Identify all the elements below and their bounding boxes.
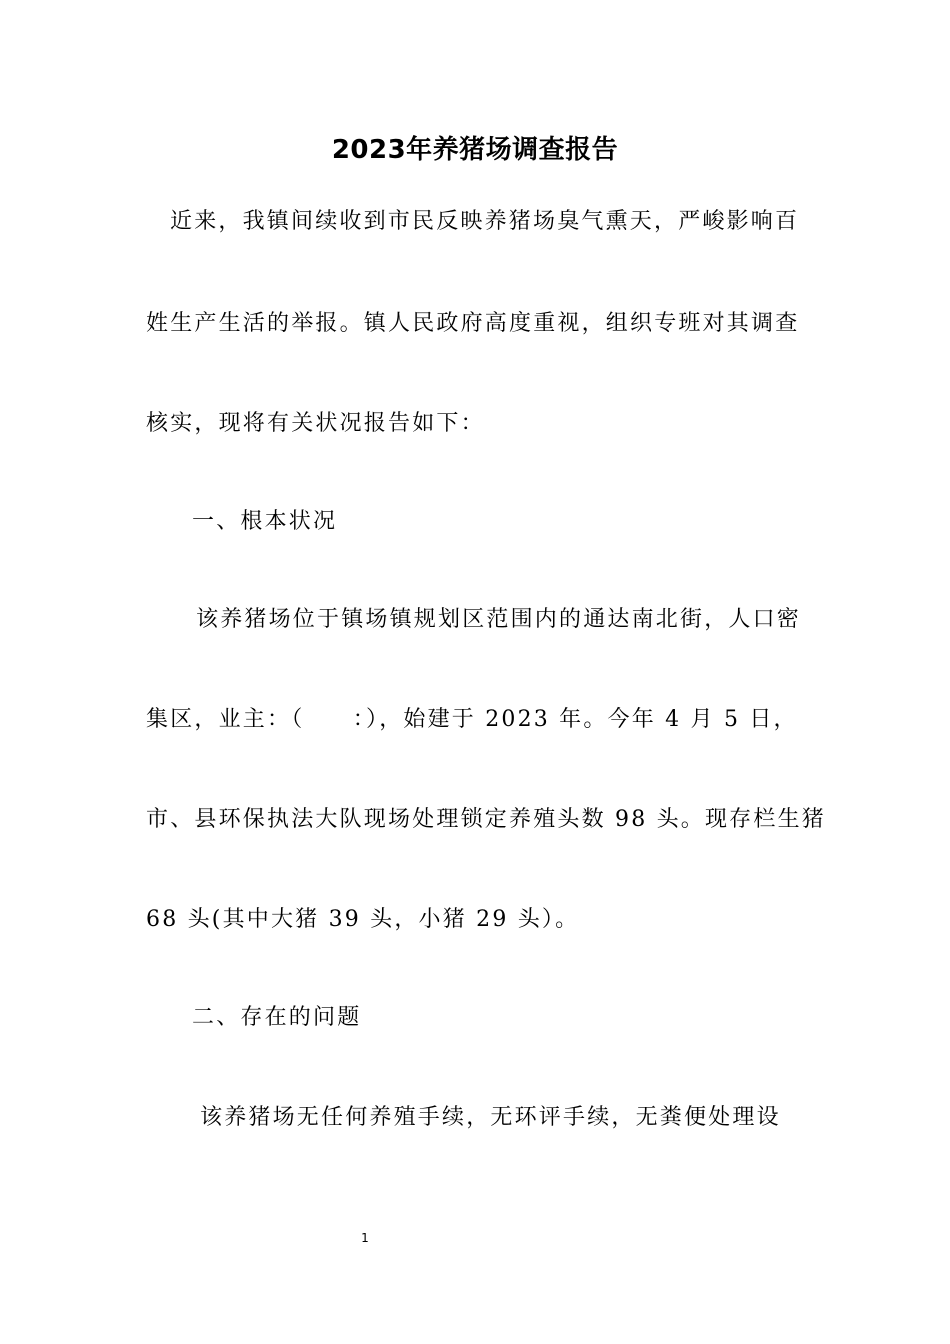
paragraph-line: 68 头(其中大猪 39 头，小猪 29 头）。 bbox=[146, 907, 580, 932]
paragraph-line: 集区，业主：（ ：），始建于 2023 年。今年 4 月 5 日， bbox=[146, 707, 798, 732]
paragraph-line: 核实，现将有关状况报告如下： bbox=[146, 411, 485, 436]
paragraph-line: 姓生产生活的举报。镇人民政府高度重视，组织专班对其调查 bbox=[146, 311, 800, 336]
paragraph-line: 该养猪场位于镇场镇规划区范围内的通达南北街，人口密 bbox=[196, 607, 802, 632]
paragraph-line: 市、县环保执法大队现场处理锁定养殖头数 98 头。现存栏生猪 bbox=[146, 807, 826, 832]
section-heading: 二、存在的问题 bbox=[192, 1005, 362, 1030]
paragraph-line: 该养猪场无任何养殖手续，无环评手续，无粪便处理设 bbox=[200, 1105, 781, 1130]
page-number: 1 bbox=[361, 1231, 369, 1245]
section-heading: 一、根本状况 bbox=[192, 509, 338, 534]
paragraph-line: 近来，我镇间续收到市民反映养猪场臭气熏天，严峻影响百 bbox=[170, 209, 800, 234]
document-title: 2023年养猪场调查报告 bbox=[331, 135, 619, 165]
